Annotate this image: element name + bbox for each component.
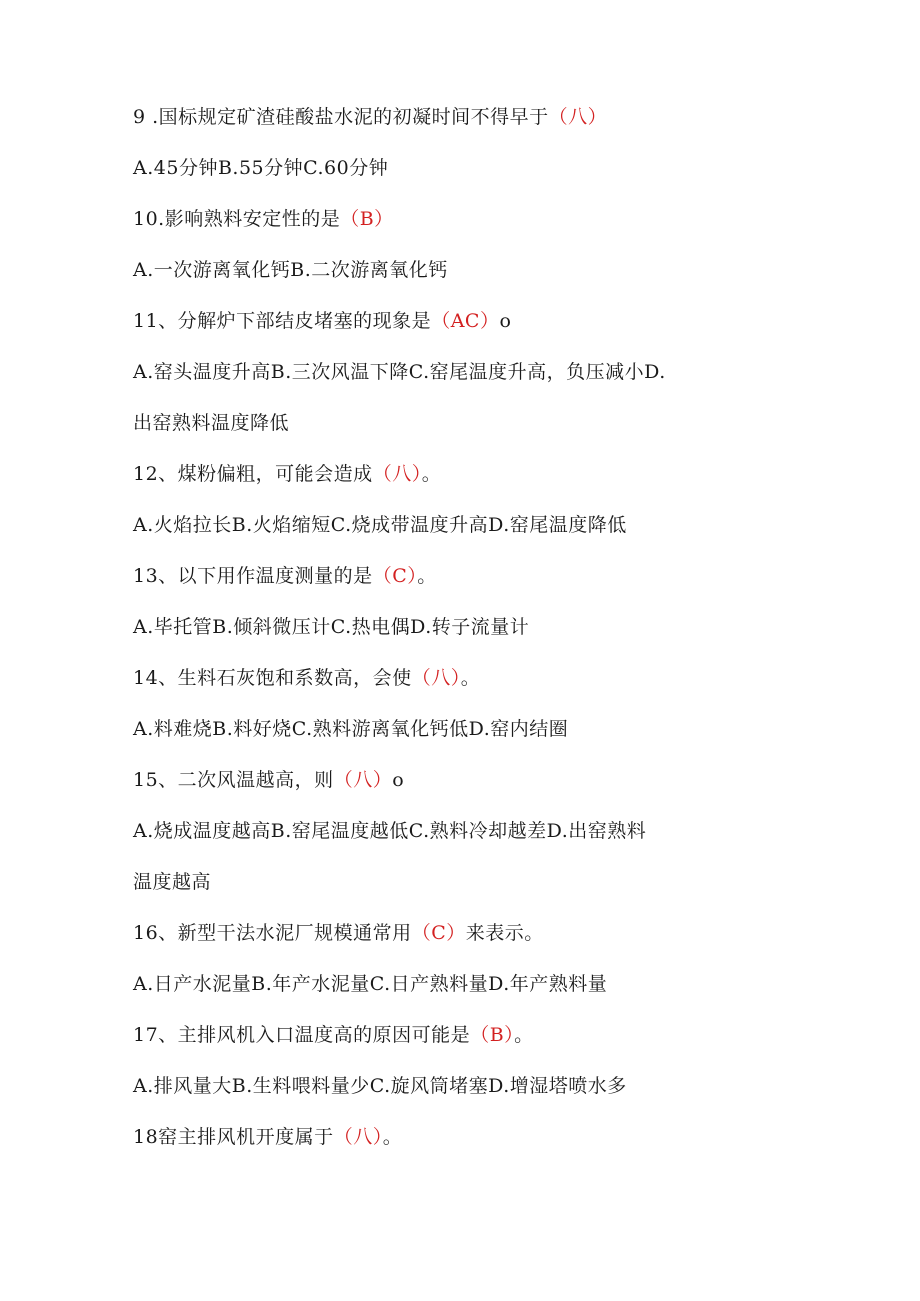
line-text: 9 .国标规定矿渣硅酸盐水泥的初凝时间不得早于 bbox=[133, 106, 549, 128]
answer-mark: （八） bbox=[333, 1126, 383, 1148]
line-text: 温度越高 bbox=[133, 871, 212, 893]
answer-mark: （八） bbox=[372, 463, 422, 485]
line-suffix: o bbox=[392, 769, 405, 791]
answer-mark: （八） bbox=[333, 769, 393, 791]
line-suffix: 。 bbox=[514, 1024, 534, 1046]
line-text: 12、煤粉偏粗，可能会造成 bbox=[133, 463, 373, 485]
line-text: A.毕托管B.倾斜微压计C.热电偶D.转子流量计 bbox=[133, 616, 530, 638]
question-11 bbox=[133, 308, 511, 334]
line-suffix: 。 bbox=[421, 463, 442, 485]
line-text: 10.影响熟料安定性的是 bbox=[133, 208, 341, 230]
line-text: A.一次游离氧化钙B.二次游离氧化钙 bbox=[133, 259, 448, 281]
options-15-continued bbox=[133, 869, 211, 895]
line-suffix: 。 bbox=[382, 1126, 403, 1148]
line-text: A.火焰拉长B.火焰缩短C.烧成带温度升高D.窑尾温度降低 bbox=[133, 514, 627, 536]
answer-mark: （AC） bbox=[431, 310, 500, 332]
line-text: 18窑主排风机开度属于 bbox=[133, 1126, 334, 1148]
options-14 bbox=[133, 716, 568, 742]
line-text: A.窑头温度升高B.三次风温下降C.窑尾温度升高，负压减小D. bbox=[133, 361, 666, 383]
answer-mark: （B） bbox=[470, 1024, 515, 1046]
line-text: 17、主排风机入口温度高的原因可能是 bbox=[133, 1024, 471, 1046]
options-12 bbox=[133, 512, 627, 538]
question-9 bbox=[133, 104, 607, 130]
options-10 bbox=[133, 257, 448, 283]
options-9 bbox=[133, 155, 388, 181]
question-15 bbox=[133, 767, 404, 793]
line-text: A.45分钟B.55分钟C.60分钟 bbox=[133, 157, 389, 179]
options-17 bbox=[133, 1073, 627, 1099]
answer-mark: （C） bbox=[372, 565, 418, 587]
options-11 bbox=[133, 359, 666, 385]
question-12 bbox=[133, 461, 441, 487]
answer-mark: （八） bbox=[411, 667, 461, 689]
options-13 bbox=[133, 614, 529, 640]
line-text: 15、二次风温越高，则 bbox=[133, 769, 334, 791]
line-text: A.料难烧B.料好烧C.熟料游离氧化钙低D.窑内结圈 bbox=[133, 718, 569, 740]
answer-mark: （八） bbox=[548, 106, 608, 128]
line-suffix: o bbox=[499, 310, 512, 332]
answer-mark: （C） bbox=[411, 922, 466, 944]
question-18 bbox=[133, 1124, 402, 1150]
question-17 bbox=[133, 1022, 534, 1048]
line-text: A.烧成温度越高B.窑尾温度越低C.熟料冷却越差D.出窑熟料 bbox=[133, 820, 647, 842]
question-13 bbox=[133, 563, 437, 589]
question-14 bbox=[133, 665, 480, 691]
answer-mark: （B） bbox=[340, 208, 394, 230]
line-text: A.排风量大B.生料喂料量少C.旋风筒堵塞D.增湿塔喷水多 bbox=[133, 1075, 627, 1097]
line-text: 出窑熟料温度降低 bbox=[133, 412, 290, 434]
line-text: A.日产水泥量B.年产水泥量C.日产熟料量D.年产熟料量 bbox=[133, 973, 608, 995]
line-text: 14、生料石灰饱和系数高，会使 bbox=[133, 667, 412, 689]
line-text: 16、新型干法水泥厂规模通常用 bbox=[133, 922, 412, 944]
options-15 bbox=[133, 818, 646, 844]
options-11-continued bbox=[133, 410, 289, 436]
line-text: 13、以下用作温度测量的是 bbox=[133, 565, 373, 587]
question-16 bbox=[133, 920, 544, 946]
question-10 bbox=[133, 206, 394, 232]
line-suffix: 。 bbox=[417, 565, 437, 587]
line-suffix: 来表示。 bbox=[465, 922, 544, 944]
options-16 bbox=[133, 971, 607, 997]
line-suffix: 。 bbox=[460, 667, 481, 689]
line-text: 11、分解炉下部结皮堵塞的现象是 bbox=[133, 310, 432, 332]
